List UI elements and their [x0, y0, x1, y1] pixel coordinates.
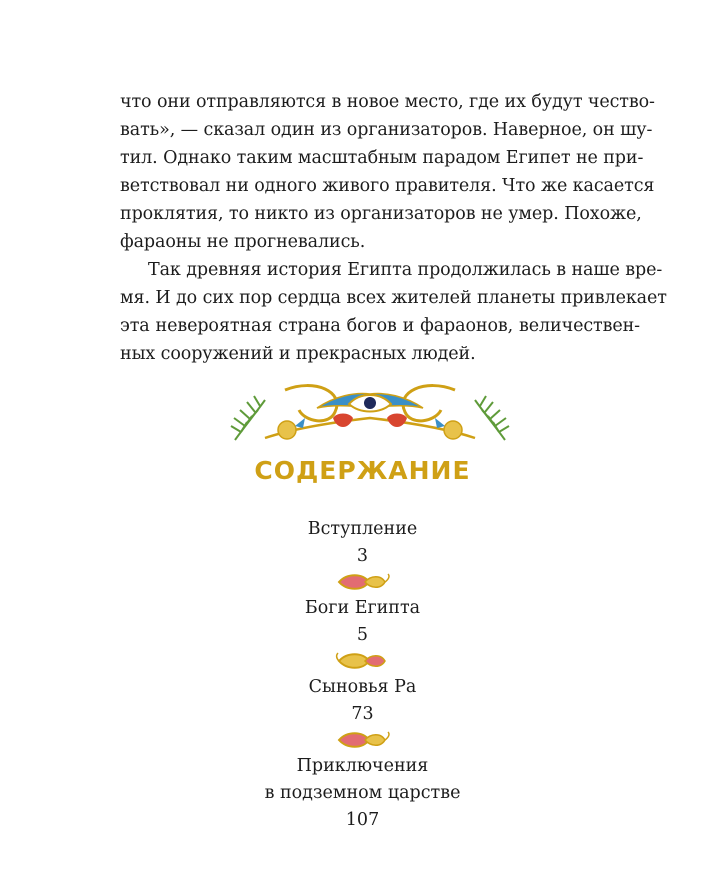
- body-line: фараоны не прогневались.: [120, 232, 366, 252]
- toc-entry-label: Приключения: [296, 756, 429, 776]
- toc-entry-label: в подземном царстве: [264, 783, 461, 803]
- toc-entry[interactable]: [0, 516, 725, 570]
- toc-entry-page: 5: [356, 625, 369, 645]
- eye-of-horus-ornament-icon: [225, 378, 515, 450]
- body-line: мя. И до сих пор сердца всех жителей планеты привлекает: [120, 288, 667, 308]
- body-line: Так древняя история Египта продолжилась в наше вре-: [148, 260, 663, 280]
- lotus-bud-divider-icon: [335, 650, 391, 672]
- body-line: ных сооружений и прекрасных людей.: [120, 344, 476, 364]
- toc-entry-label: Боги Египта: [304, 598, 421, 618]
- toc-entry-page: 3: [356, 546, 369, 566]
- body-line: ветствовал ни одного живого правителя. Что же касается: [120, 176, 655, 196]
- toc-entry[interactable]: [0, 753, 725, 834]
- lotus-bud-divider-icon: [335, 729, 391, 751]
- body-text: [120, 88, 667, 368]
- toc-entry-label: Сыновья Ра: [308, 677, 417, 697]
- table-of-contents: [0, 516, 725, 834]
- toc-entry[interactable]: [0, 595, 725, 649]
- body-line: вать», — сказал один из организаторов. Наверное, он шу-: [120, 120, 653, 140]
- toc-title: СОДЕРЖАНИЕ: [254, 456, 471, 485]
- toc-entry-page: 73: [351, 704, 374, 724]
- toc-entry[interactable]: [0, 674, 725, 728]
- toc-entry-label: Вступление: [307, 519, 418, 539]
- body-line: что они отправляются в новое место, где их будут чество-: [120, 92, 655, 112]
- body-line: проклятия, то никто из организаторов не умер. Похоже,: [120, 204, 642, 224]
- body-line: эта невероятная страна богов и фараонов, величествен-: [120, 316, 640, 336]
- toc-entry-page: 107: [345, 810, 380, 830]
- lotus-bud-divider-icon: [335, 571, 391, 593]
- body-line: тил. Однако таким масштабным парадом Египет не при-: [120, 148, 644, 168]
